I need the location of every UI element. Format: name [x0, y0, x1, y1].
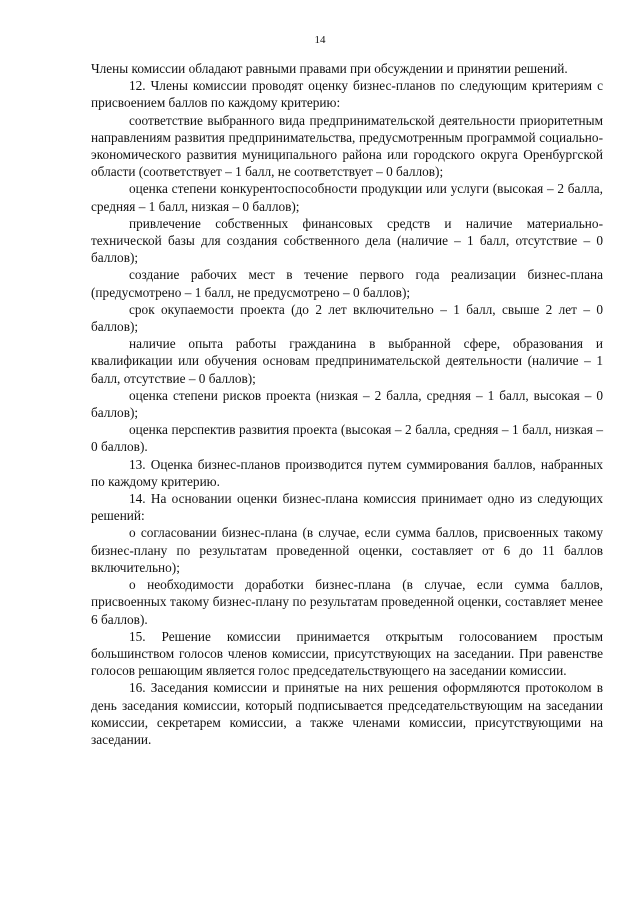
document-body — [91, 60, 603, 748]
paragraph-continuation: Члены комиссии обладают равными правами при обсуждении и принятии решений. — [91, 61, 568, 76]
criterion-prospects: оценка перспектив развития проекта (высокая – 2 балла, средняя – 1 балл, низкая – 0 баллов). — [91, 422, 603, 455]
criterion-experience: наличие опыта работы гражданина в выбранной сфере, образования и квалификации или обучения основам предпринимательской деятельности (наличие – 1 балл, отсутствие – 0 баллов); — [91, 336, 603, 386]
page-number: 14 — [314, 34, 326, 46]
paragraph-item-15: 15. Решение комиссии принимается открытым голосованием простым большинством голосов членов комиссии, присутствующих на заседании. При равенстве голосов решающим является голос председательствующего на заседании комиссии. — [91, 628, 603, 679]
criterion-job-creation: создание рабочих мест в течение первого года реализации бизнес-плана (предусмотрено – 1 балл, не предусмотрено – 0 баллов); — [91, 267, 603, 300]
paragraph-item-12: 12. Члены комиссии проводят оценку бизнес-планов по следующим критериям с присвоением баллов по каждому критерию: — [91, 78, 603, 111]
criterion-risks: оценка степени рисков проекта (низкая – 2 балла, средняя – 1 балл, высокая – 0 баллов); — [91, 387, 603, 421]
criterion-payback-period: срок окупаемости проекта (до 2 лет включительно – 1 балл, свыше 2 лет – 0 баллов); — [91, 301, 603, 335]
decision-approval: о согласовании бизнес-плана (в случае, если сумма баллов, присвоенных такому бизнес-плану по результатам проведенной оценки, составляет от 6 до 11 баллов включительно); — [91, 525, 603, 575]
criterion-own-funds: привлечение собственных финансовых средств и наличие материально-технической базы для создания собственного дела (наличие – 1 балл, отсутствие – 0 баллов); — [91, 215, 603, 266]
paragraph-item-13: 13. Оценка бизнес-планов производится путем суммирования баллов, набранных по каждому критерию. — [91, 456, 603, 489]
decision-revision: о необходимости доработки бизнес-плана (в случае, если сумма баллов, присвоенных такому бизнес-плану по результатам проведенной оценки, составляет менее 6 баллов). — [91, 577, 603, 627]
criterion-priority-directions: соответствие выбранного вида предпринимательской деятельности приоритетным направлениям развития предпринимательства, предусмотренным программой социально-экономического развития муниципального района или городского округа Оренбургской области (соответствует – 1 балл, не соответствует – 0 баллов); — [91, 112, 603, 180]
paragraph-item-14: 14. На основании оценки бизнес-плана комиссия принимает одно из следующих решений: — [91, 491, 603, 524]
paragraph-item-16: 16. Заседания комиссии и принятые на них решения оформляются протоколом в день заседания комиссии, который подписывается председательствующим на заседании комиссии, секретарем комиссии, а также членами комиссии, присутствующими на заседании. — [91, 680, 603, 747]
criterion-competitiveness: оценка степени конкурентоспособности продукции или услуги (высокая – 2 балла, средняя – 1 балл, низкая – 0 баллов); — [91, 181, 603, 214]
